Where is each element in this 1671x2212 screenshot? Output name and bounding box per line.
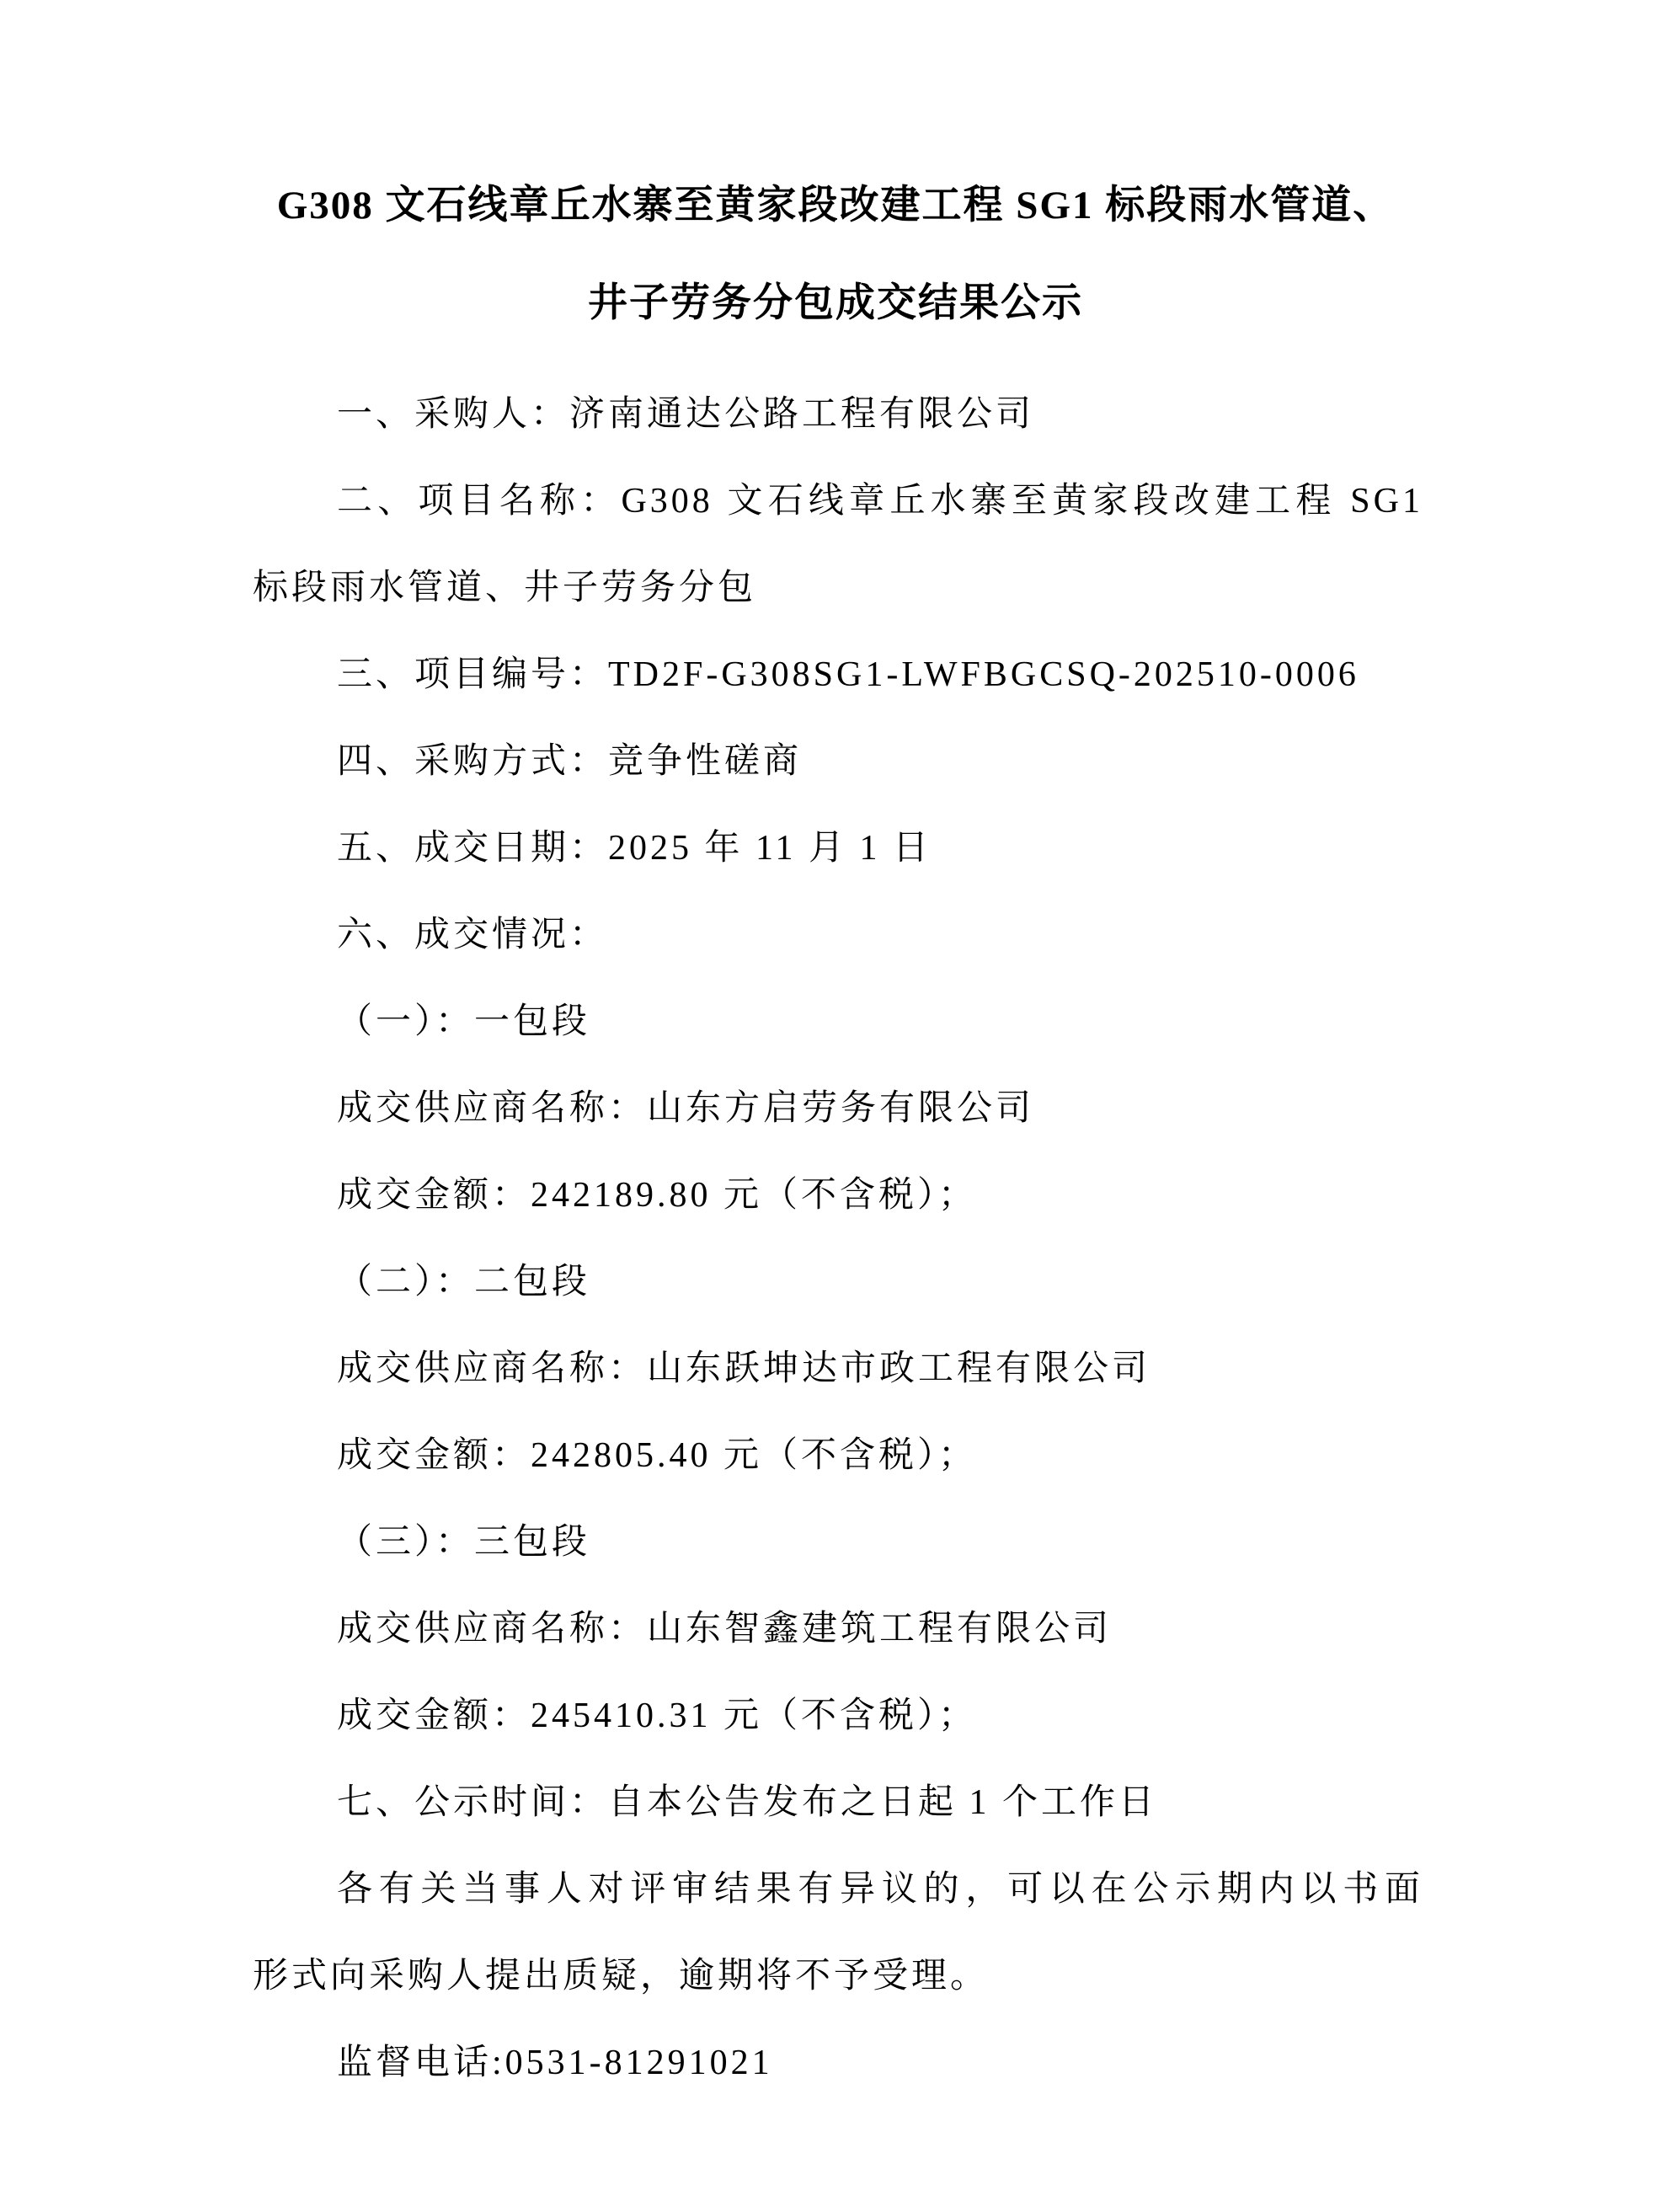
purchaser-line: 一、采购人：济南通达公路工程有限公司 (337, 395, 1035, 434)
package-1-supplier-line: 成交供应商名称：山东方启劳务有限公司 (337, 1089, 1035, 1128)
package-1-header-line: （一）：一包段 (337, 1002, 591, 1041)
project-number-line: 三、项目编号：TD2F-G308SG1-LWFBGCSQ-202510-0006 (337, 655, 1359, 694)
package-2-supplier-line: 成交供应商名称：山东跃坤达市政工程有限公司 (337, 1349, 1151, 1388)
project-name-line-2: 标段雨水管道、井子劳务分包 (253, 569, 757, 607)
document-body (253, 371, 1423, 2107)
package-2-header-line: （二）：二包段 (337, 1263, 591, 1301)
document-title-line-1: G308 文石线章丘水寨至黄家段改建工程 SG1 标段雨水管道、 (276, 184, 1395, 227)
award-date-line: 五、成交日期：2025 年 11 月 1 日 (337, 829, 932, 868)
publicity-period-line: 七、公示时间：自本公告发布之日起 1 个工作日 (337, 1783, 1158, 1822)
award-section-header-line: 六、成交情况： (337, 916, 609, 954)
objection-line-1: 各有关当事人对评审结果有异议的，可以在公示期内以书面 (337, 1870, 1423, 1909)
package-3-header-line: （三）：三包段 (337, 1523, 591, 1562)
supervision-phone-line: 监督电话:0531-81291021 (337, 2044, 773, 2082)
objection-line-2: 形式向采购人提出质疑，逾期将不予受理。 (253, 1957, 990, 1996)
package-1-amount-line: 成交金额：242189.80 元（不含税）； (337, 1176, 978, 1215)
project-name-line-1: 二、项目名称：G308 文石线章丘水寨至黄家段改建工程 SG1 (337, 482, 1423, 521)
package-3-supplier-line: 成交供应商名称：山东智鑫建筑工程有限公司 (337, 1610, 1113, 1648)
package-2-amount-line: 成交金额：242805.40 元（不含税）； (337, 1436, 978, 1475)
package-3-amount-line: 成交金额：245410.31 元（不含税）； (337, 1696, 978, 1735)
document-title (0, 157, 1671, 352)
procurement-method-line: 四、采购方式：竞争性磋商 (337, 742, 803, 781)
document-title-line-2: 井子劳务分包成交结果公示 (588, 281, 1083, 325)
